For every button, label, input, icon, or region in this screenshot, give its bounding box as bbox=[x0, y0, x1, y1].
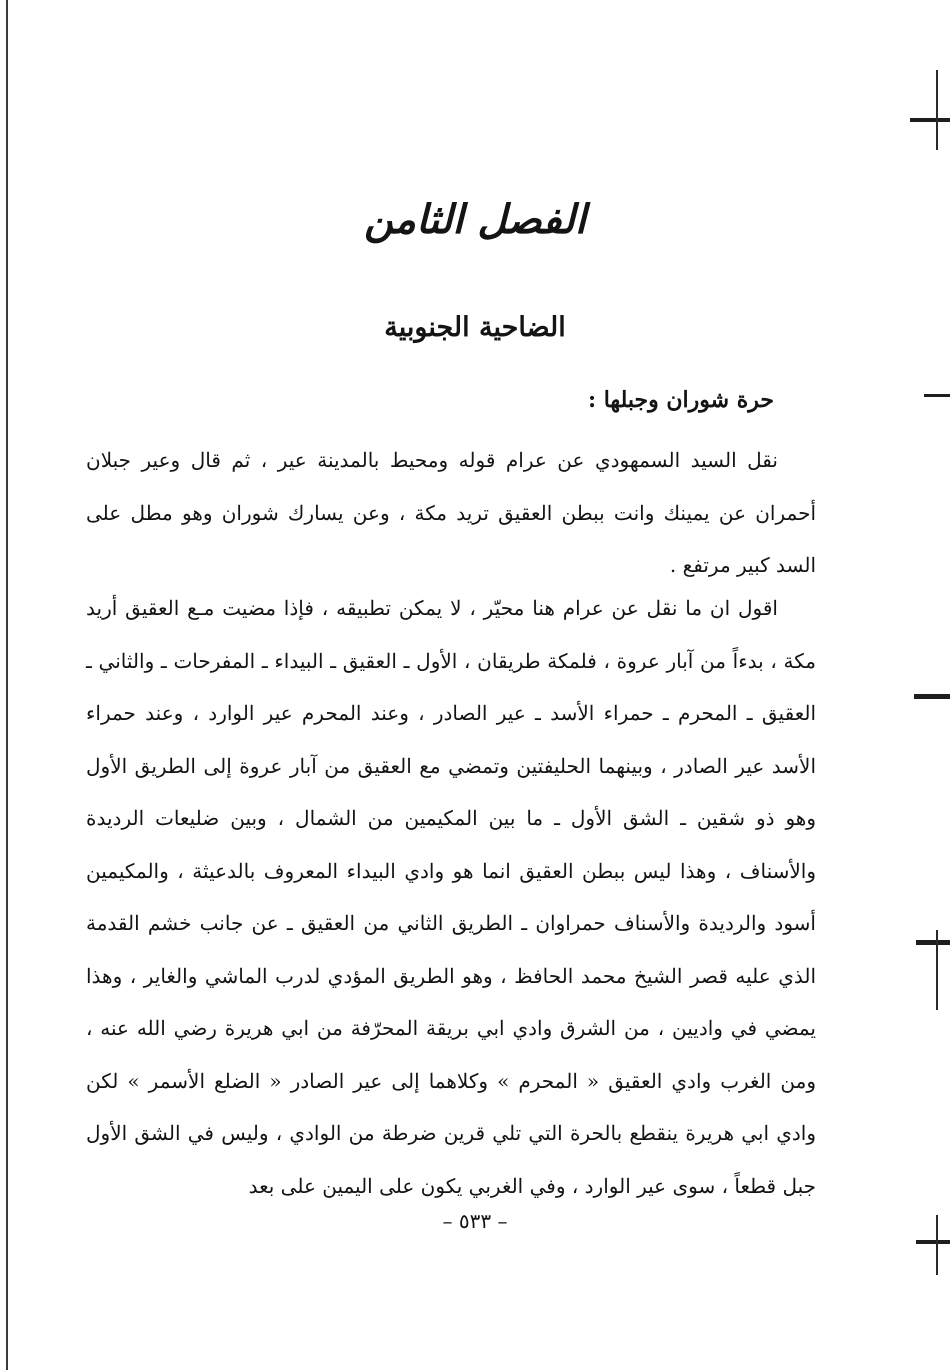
scan-margin-line bbox=[936, 930, 938, 1010]
scan-margin-mark bbox=[916, 1240, 950, 1244]
scan-margin-mark bbox=[924, 394, 950, 397]
page-number: – ٥٣٣ – bbox=[442, 1209, 508, 1233]
scan-margin-mark bbox=[914, 694, 950, 699]
scan-margin-mark bbox=[916, 940, 950, 945]
section-title: الضاحية الجنوبية bbox=[384, 312, 566, 343]
scan-margin-mark bbox=[910, 118, 950, 122]
chapter-title: الفصل الثامن bbox=[364, 196, 586, 243]
paragraph: نقل السيد السمهودي عن عرام قوله ومحيط بالمدينة عير ، ثم قال وعير جبلان أحمران عن يمينك وانت ببطن العقيق تريد مكة ، وعن يسارك شوران وهو مطل على السد كبير مرتفع . bbox=[86, 448, 816, 577]
subheading: حرة شوران وجبلها : bbox=[587, 387, 774, 413]
paragraph: اقول ان ما نقل عن عرام هنا محيّر ، لا يمكن تطبيقه ، فإذا مضيت مـع العقيق أريد مكة ، بدءاً من آبار عروة ، فلمكة طريقان ، الأول ـ العقيق ـ البيداء ـ المفرحات ـ والثاني ـ العقيق ـ المحرم ـ حمراء الأسد ـ عير الصادر ، وعند المحرم عير الوارد ، وعند حمراء الأسد عير الصادر ، وبينهما الحليفتين وتمضي مع العقيق من آبار عروة إلى الطريق الأول وهو ذو شقين ـ الشق الأول ـ ما بين المكيمين من الشمال ، وبين ضليعات الرديدة والأسناف ، وهذا ليس ببطن العقيق انما هو وادي البيداء المعروف بالدعيثة ، والمكيمين أسود والرديدة والأسناف حمراوان ـ الطريق الثاني من العقيق ـ عن جانب خشم القدمة الذي عليه قصر الشيخ محمد الحافظ ، وهو الطريق المؤدي لدرب الماشي والغاير ، وهذا يمضي في واديين ، من الشرق وادي ابي بريقة المحرّفة من ابي هريرة رضي الله عنه ، ومن الغرب وادي العقيق « المحرم » وكلاهما إلى عير الصادر « الضلع الأسمر » لكن وادي ابي هريرة ينقطع بالحرة التي تلي قرين ضرطة من الوادي ، وليس في الشق الأول جبل قطعاً ، سوى عير الوارد ، وفي الغربي يكون على اليمين على بعد bbox=[86, 596, 816, 1198]
scan-margin-line bbox=[936, 70, 938, 150]
